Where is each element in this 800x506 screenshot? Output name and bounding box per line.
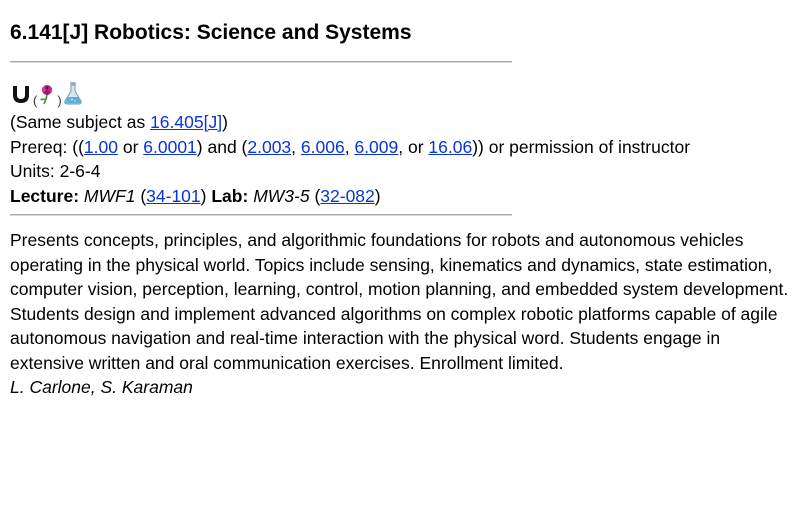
link-6-006[interactable]: 6.006 <box>300 136 345 157</box>
paren-open: ( <box>33 93 38 108</box>
link-16-06[interactable]: 16.06 <box>428 136 473 157</box>
lab-time: MW3-5 <box>253 185 310 206</box>
link-2-003[interactable]: 2.003 <box>247 136 292 157</box>
link-lab-room[interactable]: 32-082 <box>320 185 375 206</box>
schedule-line: Lecture: MWF1 (34-101) Lab: MW3-5 (32-082) <box>10 185 381 206</box>
flower-spring-icon <box>38 83 56 110</box>
instructors: L. Carlone, S. Karaman <box>10 377 193 397</box>
divider <box>10 214 512 216</box>
flask-icon <box>63 81 83 110</box>
undergrad-u-icon <box>10 83 32 110</box>
paren-close: ) <box>57 93 62 108</box>
link-16-405j[interactable]: 16.405[J] <box>150 112 223 132</box>
link-lecture-room[interactable]: 34-101 <box>146 185 201 206</box>
lecture-label: Lecture: <box>10 185 80 206</box>
course-details <box>10 110 790 208</box>
link-6-009[interactable]: 6.009 <box>354 136 399 157</box>
prereq-line: Prereq: ((1.00 or 6.0001) and (2.003, 6.006, 6.009, or 16.06)) or permission of instructor <box>10 136 691 157</box>
link-6-0001[interactable]: 6.0001 <box>143 136 197 157</box>
lecture-time: MWF1 <box>83 185 136 206</box>
divider <box>10 61 512 63</box>
lab-label: Lab: <box>211 185 249 206</box>
course-icons <box>10 80 790 110</box>
units-line: Units: 2-6-4 <box>10 161 101 181</box>
link-1-00[interactable]: 1.00 <box>83 136 118 157</box>
same-subject-line: (Same subject as 16.405[J]) <box>10 112 228 132</box>
page-title: 6.141[J] Robotics: Science and Systems <box>10 21 412 44</box>
course-description: Presents concepts, principles, and algorithmic foundations for robots and autonomous vehicles operating in the physical world. Topics include sensing, kinematics and dynamics, state estimation, computer vision, perception, learning, control, motion planning, and embedded system development. Students design and implement advanced algorithms on complex robotic platforms capable of agile autonomous navigation and real-time interaction with the physical word. Students engage in extensive written and oral communication exercises. Enrollment limited. <box>10 230 789 373</box>
